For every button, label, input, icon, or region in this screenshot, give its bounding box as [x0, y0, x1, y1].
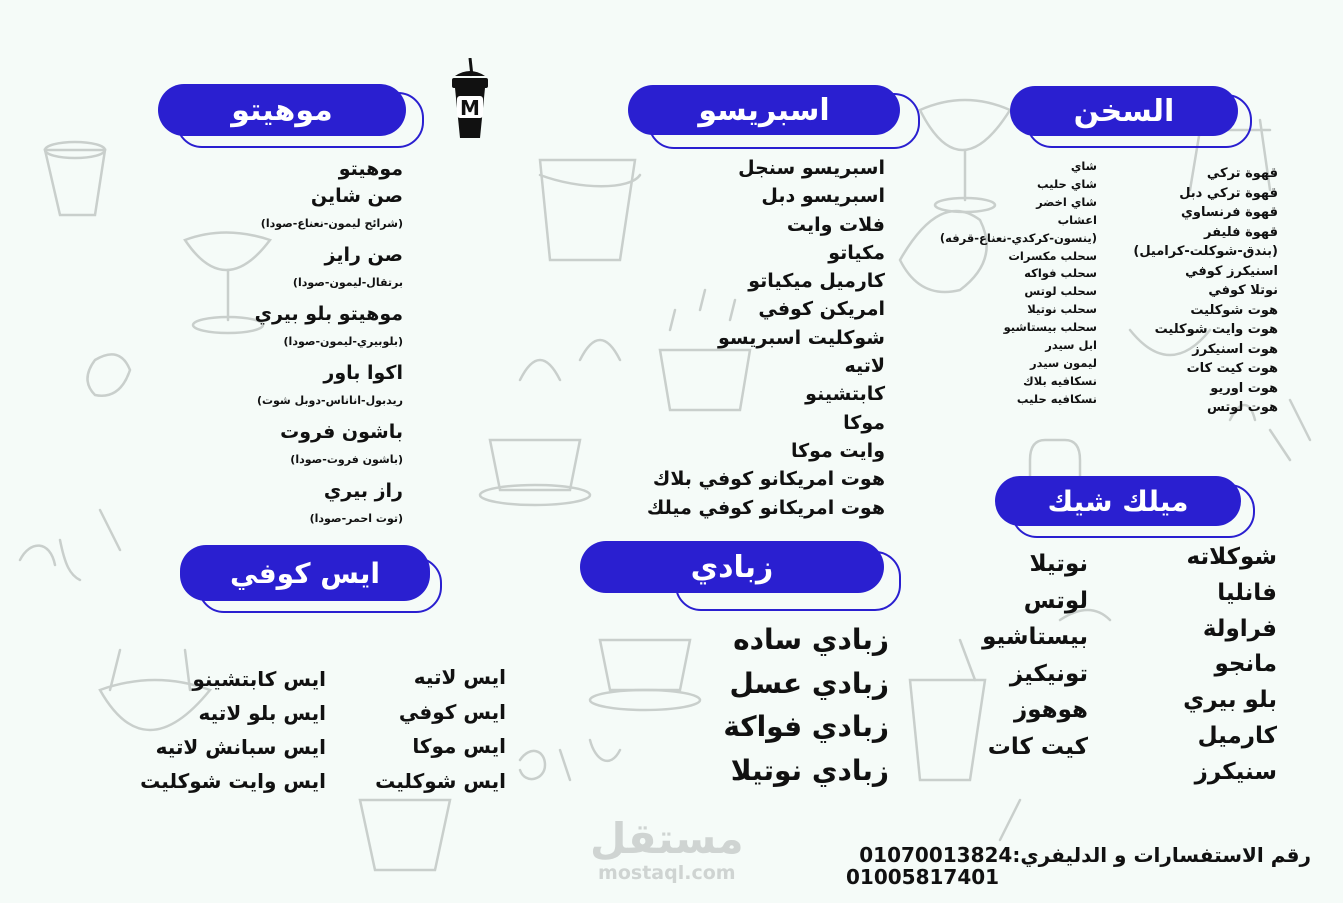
list-item: قهوة فليفر — [1203, 224, 1278, 240]
list-item: اسنيكرز كوفي — [1185, 263, 1278, 279]
list-item: سحلب لوتس — [1024, 284, 1097, 299]
list-item: سحلب نوتيلا — [1027, 302, 1097, 317]
list-item: سنيكرز — [1194, 758, 1277, 785]
list-item: مكياتو — [828, 241, 885, 264]
hot-heading — [1010, 86, 1250, 146]
yogurt-list — [723, 618, 889, 792]
list-item: بيستاشيو — [982, 624, 1088, 650]
list-item: هوت شوكليت — [1190, 302, 1278, 318]
list-item: ايس وايت شوكليت — [140, 769, 326, 793]
list-item: كيت كات — [987, 733, 1088, 760]
list-item: كابتشينو — [805, 383, 885, 406]
cup-logo-icon — [447, 58, 493, 144]
contact-phone-2: 01005817401 — [846, 865, 1000, 889]
list-item: مانجو — [1214, 651, 1277, 678]
list-item: شاي — [1070, 159, 1097, 173]
list-item: اسبريسو سنجل — [738, 157, 885, 179]
espresso-heading — [628, 85, 918, 147]
item-note: (شرائح ليمون-نعناع-صودا) — [260, 217, 403, 230]
list-item: موهيتو — [338, 158, 403, 180]
list-item: شاي اخضر — [1036, 194, 1097, 209]
list-item: شاي حليب — [1036, 176, 1097, 191]
list-item: ايس بلو لاتيه — [198, 701, 326, 725]
iced-list-right — [375, 660, 506, 798]
list-item: قهوة تركي دبل — [1179, 185, 1278, 201]
milkshake-heading-label: ميلك شيك — [995, 476, 1241, 526]
watermark-text: مستقل — [590, 814, 744, 863]
list-item: هوت اوريو — [1210, 380, 1278, 396]
list-item: موهيتو بلو بيري — [254, 303, 403, 325]
list-item: تونيكيز — [1009, 660, 1088, 687]
list-item: زبادي فواكة — [723, 710, 889, 743]
list-item: هوت كيت كات — [1186, 361, 1278, 376]
list-item: ابل سيدر — [1045, 338, 1097, 353]
hot-list-right — [1133, 164, 1278, 418]
list-item: ليمون سيدر — [1029, 355, 1097, 370]
list-item: زبادي عسل — [729, 666, 889, 700]
list-item: اكوا باور — [323, 362, 403, 384]
list-item: باشون فروت — [280, 421, 403, 443]
list-item: فانليا — [1217, 579, 1277, 606]
list-item: كارميل — [1197, 722, 1277, 749]
milkshake-list-left — [982, 546, 1088, 765]
list-item: بلو بيري — [1183, 687, 1277, 714]
list-item: قهوة تركي — [1206, 166, 1278, 181]
list-item: (ينسون-كركدي-نعناع-قرفه) — [939, 230, 1097, 245]
iced-heading-label: ايس كوفي — [180, 545, 430, 601]
list-item: زبادي ساده — [733, 623, 889, 656]
list-item: هوت اسنيكرز — [1192, 341, 1278, 357]
iced-heading — [180, 545, 442, 613]
yogurt-heading-label: زبادي — [580, 541, 884, 593]
mojito-heading-label: موهيتو — [158, 84, 406, 136]
list-item: فراولة — [1202, 615, 1277, 642]
list-item: امريكن كوفي — [758, 298, 885, 321]
list-item: صن رايز — [324, 244, 403, 266]
list-item: اعشاب — [1057, 212, 1097, 227]
list-item: صن شاين — [310, 185, 403, 207]
list-item: ايس موكا — [412, 734, 506, 758]
hot-list-left — [940, 158, 1097, 409]
milkshake-list-right — [1183, 540, 1277, 791]
contact-label: رقم الاستفسارات و الدليفري: — [1012, 843, 1311, 867]
list-item: هوت وايت شوكليت — [1154, 322, 1278, 337]
list-item: كارميل ميكياتو — [748, 270, 885, 293]
list-item: نسكافيه حليب — [1016, 391, 1097, 406]
list-item: ايس كوفي — [398, 699, 506, 724]
list-item: نسكافيه بلاك — [1023, 373, 1097, 388]
list-item: سحلب بيستاشيو — [1003, 320, 1097, 335]
list-item: وايت موكا — [790, 439, 885, 462]
watermark — [590, 816, 744, 884]
list-item: نوتيلا — [1029, 551, 1088, 577]
list-item: شوكلاته — [1186, 544, 1277, 570]
list-item: فلات وايت — [786, 213, 885, 236]
item-note: ريدبول-اناناس-دوبل شوت) — [256, 394, 403, 407]
list-item: هوت امريكانو كوفي ميلك — [646, 496, 885, 519]
list-item: سحلب مكسرات — [1008, 248, 1097, 263]
svg-text:M: M — [460, 96, 480, 120]
list-item: (بندق-شوكلت-كراميل) — [1133, 244, 1278, 259]
item-note: (بلوبيري-ليمون-صودا) — [283, 335, 403, 348]
espresso-list — [647, 154, 885, 522]
list-item: ايس سبانش لاتيه — [155, 735, 326, 759]
yogurt-heading — [580, 541, 900, 609]
mojito-list — [255, 156, 403, 537]
espresso-heading-label: اسبريسو — [628, 85, 900, 135]
iced-list-left — [140, 662, 326, 798]
list-item: موكا — [843, 411, 885, 434]
list-item: هوهوز — [1014, 697, 1088, 723]
list-item: ايس شوكليت — [375, 768, 506, 793]
list-item: ايس لاتيه — [413, 665, 506, 689]
list-item: ايس كابتشينو — [192, 667, 326, 691]
list-item: راز بيري — [323, 480, 403, 502]
item-note: (توت احمر-صودا) — [309, 512, 403, 525]
list-item: لوتس — [1023, 587, 1088, 614]
list-item: هوت امريكانو كوفي بلاك — [652, 468, 885, 491]
mojito-heading — [158, 84, 423, 146]
contact-phone-2-row — [846, 866, 999, 888]
milkshake-heading — [995, 476, 1255, 536]
item-note: برتقال-ليمون-صودا) — [292, 276, 403, 289]
watermark-url: mostaql.com — [598, 862, 736, 884]
contact-info — [859, 844, 1311, 866]
list-item: شوكليت اسبريسو — [717, 326, 885, 349]
list-item: لاتيه — [844, 355, 885, 378]
list-item: قهوة فرنساوي — [1180, 205, 1278, 220]
list-item: زبادي نوتيلا — [730, 753, 889, 787]
list-item: اسبريسو دبل — [761, 185, 885, 208]
item-note: (باشون فروت-صودا) — [290, 453, 403, 466]
list-item: نوتلا كوفي — [1208, 283, 1278, 298]
hot-heading-label: السخن — [1010, 86, 1238, 136]
list-item: سحلب فواكه — [1024, 266, 1097, 281]
contact-phone-1: 01070013824 — [859, 843, 1013, 867]
list-item: هوت لوتس — [1206, 400, 1278, 415]
